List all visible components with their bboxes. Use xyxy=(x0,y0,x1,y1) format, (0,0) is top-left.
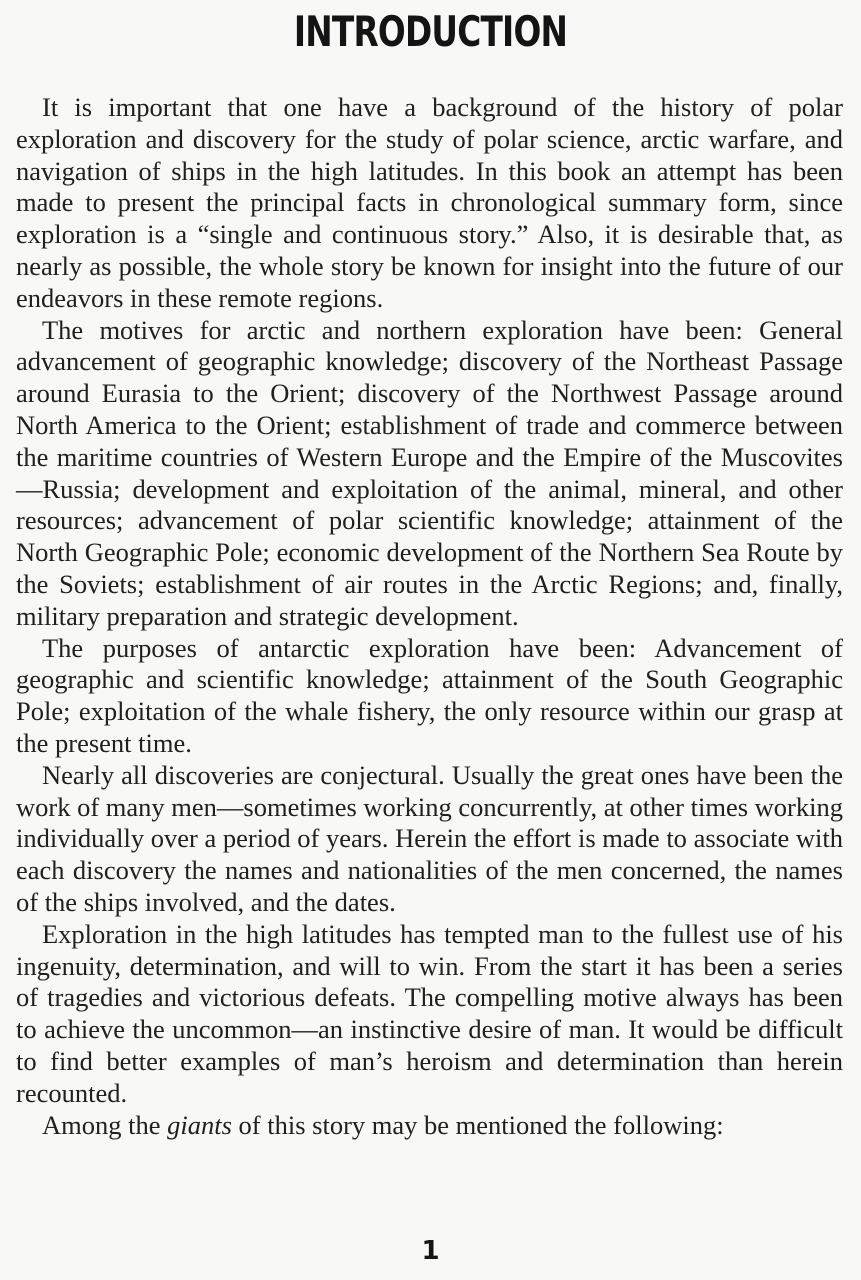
paragraph-6 xyxy=(16,1110,843,1142)
paragraph-1: It is important that one have a background of the history of polar exploration and discovery for the study of polar science, arctic warfare, and navigation of ships in the high latitudes. In this book an attempt has been made to present the principal facts in chronological summary form, since exploration is a “single and continuous story.” Also, it is desirable that, as nearly as possible, the whole story be known for insight into the future of our endeavors in these remote regions. xyxy=(16,92,843,313)
paragraph-5: Exploration in the high latitudes has tempted man to the fullest use of his ingenuity, determination, and will to win. From the start it has been a series of tragedies and victorious defeats. The compelling motive always has been to achieve the uncommon—an instinctive desire of man. It would be difficult to find better examples of man’s heroism and determination than herein recounted. xyxy=(16,918,843,1108)
emphasized-word-giants: giants xyxy=(167,1109,232,1140)
paragraph-2: The motives for arctic and northern exploration have been: General advancement of geographic knowledge; discovery of the Northeast Passage around Eurasia to the Orient; discovery of the Northwest Passage around North America to the Orient; establishment of trade and commerce between the maritime countries of Western Europe and the Empire of the Muscovites—Russia; development and exploitation of the animal, mineral, and other resources; advancement of polar scientific knowledge; attainment of the North Geographic Pole; economic development of the Northern Sea Route by the Soviets; establishment of air routes in the Arctic Regions; and, finally, military preparation and strategic development. xyxy=(16,314,843,631)
paragraph-6-before-emphasis: Among the xyxy=(42,1109,168,1140)
page-title: INTRODUCTION xyxy=(293,7,568,56)
introduction-text xyxy=(16,92,843,1141)
paragraph-3: The purposes of antarctic exploration have been: Advancement of geographic and scientific knowledge; attainment of the South Geographic Pole; exploitation of the whale fishery, the only resource within our grasp at the present time. xyxy=(16,632,843,758)
paragraph-4: Nearly all discoveries are conjectural. Usually the great ones have been the work of many men—sometimes working concurrently, at other times working individually over a period of years. Herein the effort is made to associate with each discovery the names and nationalities of the men concerned, the names of the ships involved, and the dates. xyxy=(16,759,843,917)
page-number: 1 xyxy=(421,1236,440,1266)
paragraph-6-after-emphasis: of this story may be mentioned the following: xyxy=(231,1109,724,1140)
